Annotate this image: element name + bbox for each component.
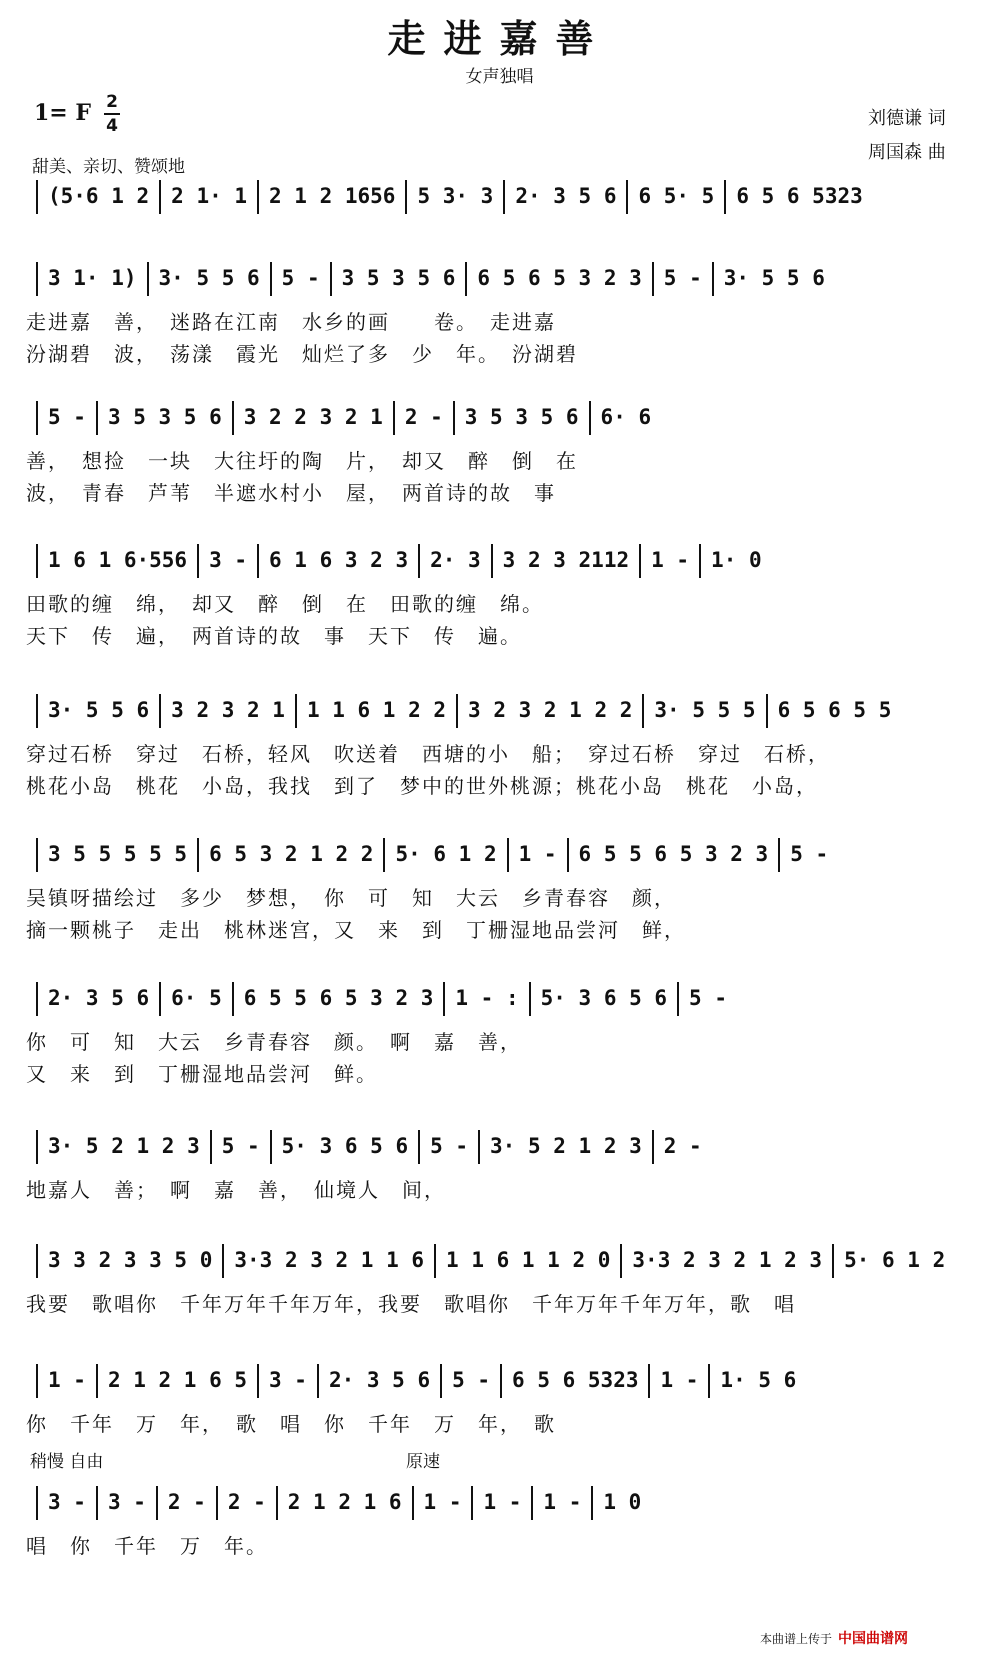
meter-bottom: 4 (106, 116, 118, 136)
measure: 1 - (518, 842, 557, 866)
barline (491, 544, 493, 578)
lyrics-line: 汾湖碧 波， 荡漾 霞光 灿烂了多 少 年。 汾湖碧 (26, 342, 578, 366)
footer-site: 中国曲谱网 (838, 1631, 909, 1647)
lyrics-line: 你 可 知 大云 乡青春容 颜。 啊 嘉 善， (26, 1030, 522, 1054)
barline (503, 180, 505, 214)
measure: 6 1 6 3 2 3 (269, 548, 409, 572)
barline (159, 180, 161, 214)
barline (677, 982, 679, 1016)
notes-line (26, 1360, 980, 1400)
barline (443, 982, 445, 1016)
measure: 6· 5 (171, 986, 222, 1010)
barline (36, 180, 38, 214)
measure: 1 6 1 6·556 (48, 548, 188, 572)
barline (642, 694, 644, 728)
measure: 6 5 6 5 3 2 3 (477, 266, 642, 290)
barline (222, 1244, 224, 1278)
measure: 5· 3 6 5 6 (540, 986, 668, 1010)
barline (724, 180, 726, 214)
barline (652, 262, 654, 296)
expression-marking: 甜美、亲切、赞颂地 (32, 157, 185, 177)
footer-label: 本曲谱上传于 (760, 1632, 833, 1646)
measure: 1 - (423, 1490, 462, 1514)
measure: 6 5 3 2 1 2 2 (209, 842, 374, 866)
measure: 2· 3 5 6 (328, 1368, 431, 1392)
barline (159, 982, 161, 1016)
barline (639, 544, 641, 578)
measure: 5· 3 6 5 6 (281, 1134, 409, 1158)
lyrics-line: 天下 传 遍， 两首诗的故 事 天下 传 遍。 (26, 624, 522, 648)
measure: 6 5 6 5323 (512, 1368, 639, 1392)
lyrics-line: 波， 青春 芦苇 半遮水村小 屋， 两首诗的故 事 (26, 481, 556, 505)
measure: (5·6 1 2 (48, 184, 150, 208)
lyrics-line: 你 千年 万 年， 歌 唱 你 千年 万 年， 歌 (26, 1412, 556, 1436)
tempo-resume-marking: 原速 (406, 1452, 440, 1472)
barline (96, 401, 98, 435)
notes-line (26, 1482, 980, 1522)
barline (36, 838, 38, 872)
lyrics-line: 摘一颗桃子 走出 桃林迷宫，又 来 到 丁栅湿地品尝河 鲜， (26, 918, 686, 942)
measure: 1 0 (603, 1490, 642, 1514)
barline (36, 544, 38, 578)
barline (96, 1364, 98, 1398)
measure: 1 - (651, 548, 690, 572)
key-signature: 1= F (34, 100, 92, 126)
measure: 1 - (660, 1368, 699, 1392)
measure: 3 2 2 3 2 1 (243, 405, 383, 429)
measure: 3 3 2 3 3 5 0 (48, 1248, 213, 1272)
barline (591, 1486, 593, 1520)
lyrics-line: 善， 想捡 一块 大往圩的陶 片， 却又 醉 倒 在 (26, 449, 578, 473)
barline (147, 262, 149, 296)
measure: 2· 3 (430, 548, 481, 572)
time-signature (104, 92, 120, 136)
barline (405, 180, 407, 214)
measure: 2 - (227, 1490, 266, 1514)
lyrics-line: 我要 歌唱你 千年万年千年万年，我要 歌唱你 千年万年千年万年，歌 唱 (26, 1292, 796, 1316)
measure: 3· 5 2 1 2 3 (490, 1134, 642, 1158)
measure: 2 - (663, 1134, 702, 1158)
meter-top: 2 (106, 92, 118, 112)
measure: 3· 5 5 6 (158, 266, 260, 290)
measure: 5 3· 3 (417, 184, 494, 208)
measure: 3· 5 2 1 2 3 (48, 1134, 200, 1158)
lyrics-line: 走进嘉 善， 迷路在江南 水乡的画 卷。 走进嘉 (26, 310, 556, 334)
measure: 1 - (48, 1368, 86, 1392)
meter-line (104, 113, 120, 115)
measure: 3 2 3 2 1 (171, 698, 285, 722)
notes-line (26, 258, 980, 298)
measure: 6· 6 (600, 405, 652, 429)
measure: 3 5 3 5 6 (464, 405, 579, 429)
measure: 6 5 6 5 5 (777, 698, 892, 722)
barline (471, 1486, 473, 1520)
barline (36, 1486, 38, 1520)
measure: 5 - (48, 405, 86, 429)
measure: 1 - : (455, 986, 519, 1010)
measure: 3· 5 5 6 (48, 698, 150, 722)
measure: 5 - (452, 1368, 491, 1392)
measure: 2 1 2 1 6 5 (107, 1368, 248, 1392)
notes-line (26, 834, 980, 874)
measure: 1 1 6 1 2 2 (306, 698, 447, 722)
measure: 3 2 3 2 1 2 2 (468, 698, 633, 722)
barline (589, 401, 591, 435)
barline (36, 694, 38, 728)
footer-credit (760, 1628, 908, 1648)
lyrics-line: 又 来 到 丁栅湿地品尝河 鲜。 (26, 1062, 378, 1086)
measure: 3 5 3 5 6 (341, 266, 456, 290)
song-title: 走进嘉善 (387, 16, 612, 61)
barline (626, 180, 628, 214)
lyrics-line: 田歌的缠 绵， 却又 醉 倒 在 田歌的缠 绵。 (26, 592, 544, 616)
barline (36, 401, 38, 435)
barline (832, 1244, 834, 1278)
measure: 6 5· 5 (638, 184, 715, 208)
notes-line (26, 978, 980, 1018)
measure: 3 - (269, 1368, 307, 1392)
barline (257, 544, 259, 578)
measure: 5 - (689, 986, 727, 1010)
barline (620, 1244, 622, 1278)
measure: 6 5 6 5323 (736, 184, 863, 208)
barline (529, 982, 531, 1016)
barline (216, 1486, 218, 1520)
barline (317, 1364, 319, 1398)
measure: 1· 5 6 (720, 1368, 797, 1392)
notes-line (26, 690, 980, 730)
measure: 1· 0 (711, 548, 762, 572)
measure: 1 - (483, 1490, 522, 1514)
barline (276, 1486, 278, 1520)
barline (418, 1130, 420, 1164)
barline (159, 694, 161, 728)
measure: 3·3 2 3 2 1 2 3 (632, 1248, 823, 1272)
lyrics-line: 唱 你 千年 万 年。 (26, 1534, 268, 1558)
barline (210, 1130, 212, 1164)
measure: 5 - (281, 266, 320, 290)
barline (708, 1364, 710, 1398)
measure: 2 - (404, 405, 443, 429)
measure: 1 - (543, 1490, 582, 1514)
barline (36, 1364, 38, 1398)
measure: 5 - (430, 1134, 469, 1158)
barline (36, 1130, 38, 1164)
notes-line (26, 1240, 980, 1280)
barline (197, 838, 199, 872)
measure: 3 - (107, 1490, 146, 1514)
barline (270, 262, 272, 296)
measure: 5 - (663, 266, 702, 290)
measure: 5· 6 1 2 (395, 842, 497, 866)
measure: 3 5 5 5 5 5 (48, 842, 188, 866)
measure: 3·3 2 3 2 1 1 6 (234, 1248, 425, 1272)
barline (36, 982, 38, 1016)
measure: 3 2 3 2112 (502, 548, 630, 572)
measure: 2 1· 1 (171, 184, 248, 208)
barline (507, 838, 509, 872)
notes-line (26, 540, 980, 580)
song-subtitle: 女声独唱 (465, 67, 534, 87)
measure: 1 1 6 1 1 2 0 (446, 1248, 611, 1272)
barline (531, 1486, 533, 1520)
measure: 2 1 2 1656 (269, 184, 396, 208)
barline (712, 262, 714, 296)
barline (434, 1244, 436, 1278)
tempo-change-marking: 稍慢 自由 (30, 1452, 104, 1472)
lyricist-credit: 刘德谦 词 (868, 108, 946, 129)
composer-credit: 周国森 曲 (868, 142, 946, 163)
barline (567, 838, 569, 872)
barline (257, 180, 259, 214)
barline (440, 1364, 442, 1398)
barline (96, 1486, 98, 1520)
notes-line (26, 1126, 980, 1166)
lyrics-line: 穿过石桥 穿过 石桥，轻风 吹送着 西塘的小 船； 穿过石桥 穿过 石桥， (26, 742, 830, 766)
measure: 3 5 3 5 6 (107, 405, 222, 429)
barline (699, 544, 701, 578)
notes-line (26, 397, 980, 437)
barline (330, 262, 332, 296)
measure: 2 1 2 1 6 (287, 1490, 402, 1514)
barline (418, 544, 420, 578)
measure: 3 - (209, 548, 248, 572)
barline (478, 1130, 480, 1164)
notes-line (26, 176, 980, 216)
barline (232, 982, 234, 1016)
barline (465, 262, 467, 296)
barline (383, 838, 385, 872)
lyrics-line: 地嘉人 善； 啊 嘉 善， 仙境人 间， (26, 1178, 446, 1202)
measure: 3 1· 1) (48, 266, 137, 290)
measure: 2 - (167, 1490, 206, 1514)
barline (232, 401, 234, 435)
measure: 2· 3 5 6 (48, 986, 150, 1010)
barline (197, 544, 199, 578)
barline (295, 694, 297, 728)
measure: 5 - (221, 1134, 260, 1158)
barline (766, 694, 768, 728)
barline (453, 401, 455, 435)
barline (36, 262, 38, 296)
lyrics-line: 吴镇呀描绘过 多少 梦想， 你 可 知 大云 乡青春容 颜， (26, 886, 676, 910)
measure: 5· 6 1 2 (844, 1248, 946, 1272)
barline (393, 401, 395, 435)
measure: 3· 5 5 6 (723, 266, 825, 290)
barline (652, 1130, 654, 1164)
barline (257, 1364, 259, 1398)
barline (36, 1244, 38, 1278)
barline (156, 1486, 158, 1520)
measure: 6 5 5 6 5 3 2 3 (243, 986, 434, 1010)
barline (456, 694, 458, 728)
measure: 6 5 5 6 5 3 2 3 (578, 842, 769, 866)
lyrics-line: 桃花小岛 桃花 小岛，我找 到了 梦中的世外桃源；桃花小岛 桃花 小岛， (26, 774, 818, 798)
measure: 5 - (790, 842, 829, 866)
measure: 2· 3 5 6 (515, 184, 617, 208)
barline (778, 838, 780, 872)
barline (412, 1486, 414, 1520)
barline (648, 1364, 650, 1398)
barline (270, 1130, 272, 1164)
barline (500, 1364, 502, 1398)
measure: 3· 5 5 5 (654, 698, 756, 722)
measure: 3 - (48, 1490, 86, 1514)
